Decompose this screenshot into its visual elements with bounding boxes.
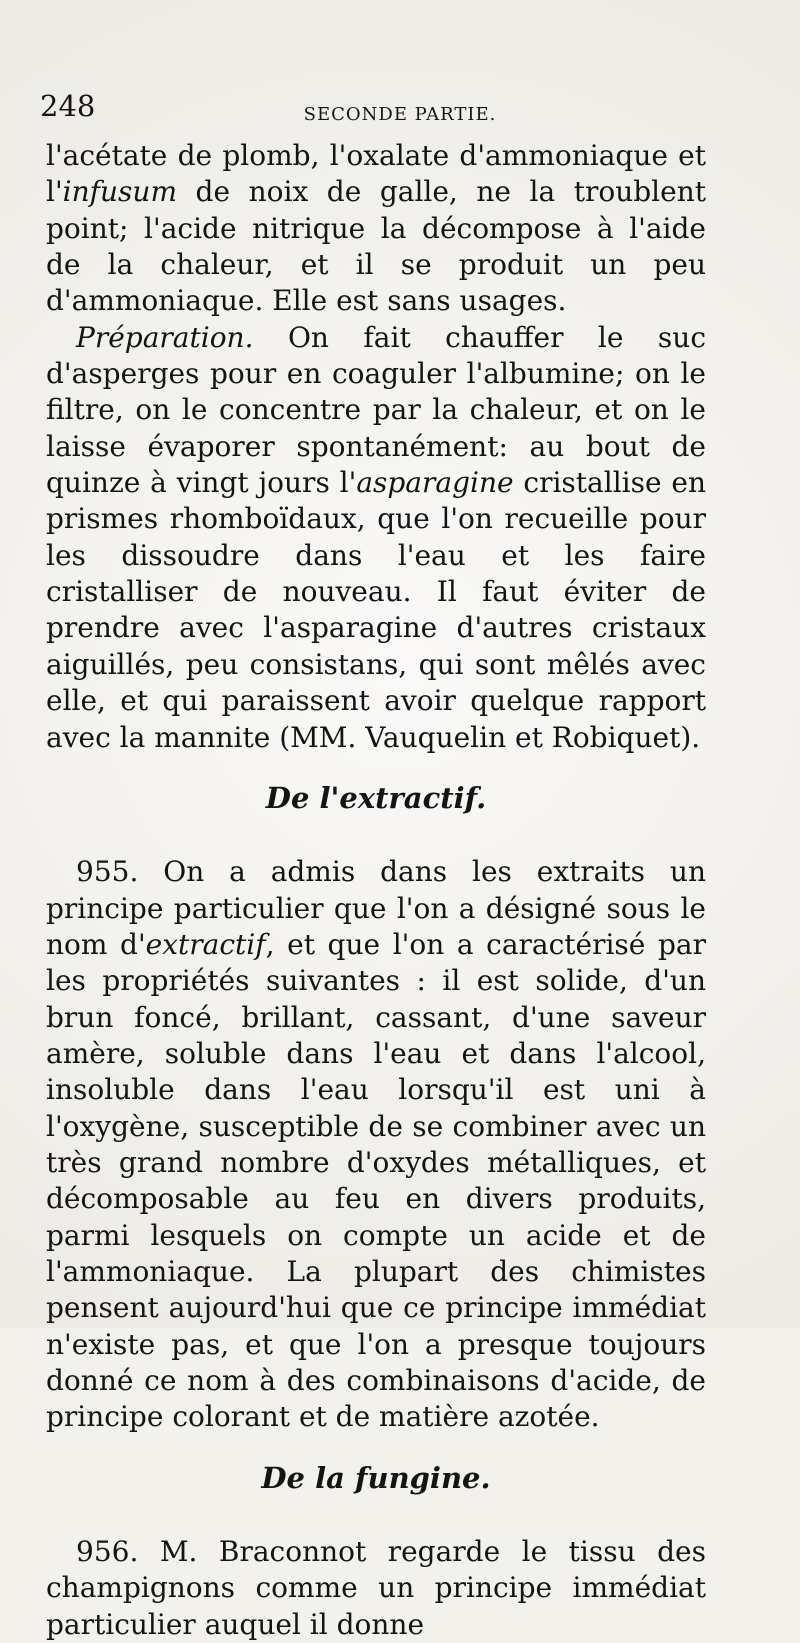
paragraph-asparagine-properties [46, 138, 706, 320]
main-text [46, 138, 706, 1643]
text-span: l'acétate de plomb, l'oxalate d'ammoniaque et l' [46, 139, 706, 209]
section-heading-extractif: De l'extractif. [265, 780, 487, 815]
spacer [46, 756, 706, 780]
section-heading-fungine: De la fungine. [261, 1460, 491, 1495]
paragraph-956 [46, 1534, 706, 1643]
spacer [46, 1496, 706, 1534]
text-span: cristallise en prismes rhomboïdaux, que l'on recueille pour les dissoudre dans l'eau et les faire cristalliser de nouveau. Il faut éviter de prendre avec l'asparagine d'autres cristaux aiguillés, peu consistans, qui sont mêlés avec elle, et qui paraissent avoir quelque rapport avec la mannite (MM. Vauquelin et Robiquet). [46, 466, 706, 754]
page-number: 248 [40, 89, 96, 123]
italic-term-asparagine: asparagine [356, 466, 514, 500]
paragraph-preparation [46, 320, 706, 756]
italic-label-preparation: Préparation. [76, 320, 254, 354]
running-head: SECONDE PARTIE. [303, 104, 497, 125]
text-span: On fait chauffer le suc d'asperges pour en coaguler l'albumine; on le filtre, on le concentre par la chaleur, et on le laisse évaporer spontanément: au bout de quinze à vingt jours l' [46, 320, 706, 500]
italic-term-infusum: infusum [62, 175, 177, 209]
text-span: 956. M. Braconnot regarde le tissu des champignons comme un principe immédiat particulier auquel il donne [46, 1535, 706, 1641]
italic-term-extractif: extractif [145, 927, 266, 961]
paragraph-955 [46, 854, 706, 1436]
page-header [40, 89, 760, 132]
spacer [46, 816, 706, 854]
text-span: , et que l'on a caractérisé par les propriétés suivantes : il est solide, d'un brun foncé, brillant, cassant, d'une saveur amère, soluble dans l'eau et dans l'alcool, insoluble dans l'eau lorsqu'il est uni à l'oxygène, susceptible de se combiner avec un très grand nombre d'oxydes métalliques, et décomposable au feu en divers produits, parmi lesquels on compte un acide et de l'ammoniaque. La plupart des chimistes pensent aujourd'hui que ce principe immédiat n'existe pas, et que l'on a presque toujours donné ce nom à des combinaisons d'acide, de principe colorant et de matière azotée. [46, 927, 706, 1434]
spacer [46, 1436, 706, 1460]
text-span: de noix de galle, ne la troublent point; l'acide nitrique la décompose à l'aide de la chaleur, et il se produit un peu d'ammoniaque. Elle est sans usages. [46, 175, 706, 318]
text-span: 955. On a admis dans les extraits un principe particulier que l'on a désigné sous le nom d' [46, 855, 706, 961]
